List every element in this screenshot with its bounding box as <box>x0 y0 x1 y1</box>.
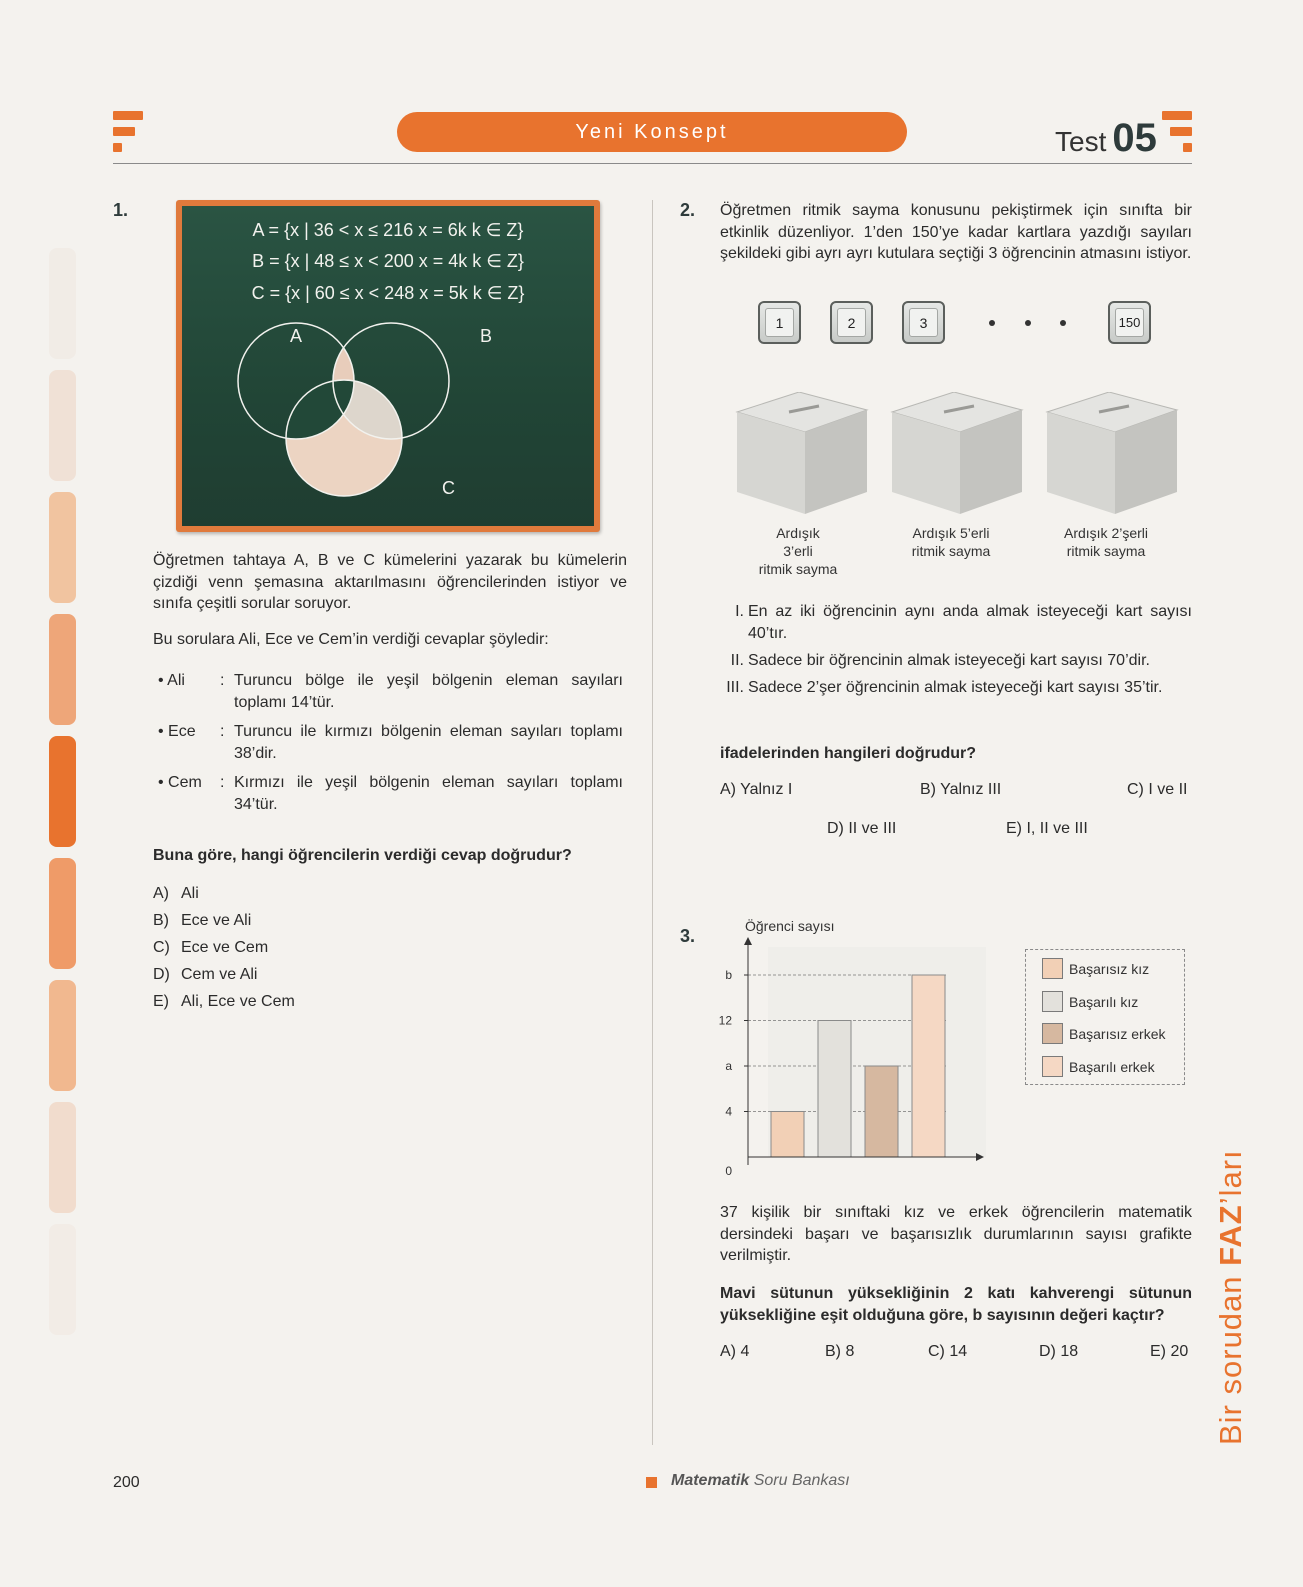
side-tabs <box>49 248 76 1346</box>
q1-option-b[interactable] <box>153 912 251 930</box>
answer-colon: : <box>220 723 225 740</box>
caption-line: 3’erli <box>783 543 813 559</box>
side-tab-4 <box>49 614 76 725</box>
chart-y-tick-label: a <box>725 1059 732 1073</box>
side-tab-3 <box>49 492 76 603</box>
ellipsis-dot <box>1060 320 1066 326</box>
statement-text: Sadece 2’şer öğrencinin almak isteyeceği kart sayısı 35’tir. <box>748 679 1163 696</box>
q1-answer-cem <box>158 772 628 816</box>
book-title-rest: Soru Bankası <box>749 1472 850 1489</box>
q2-option-d[interactable]: D) II ve III <box>827 820 897 837</box>
caption-line: Ardışık 5’erli <box>912 525 990 541</box>
header-rule <box>113 163 1192 164</box>
venn-label-a: A <box>290 326 303 346</box>
side-tab-9 <box>49 1224 76 1335</box>
q2-statement-1 <box>718 601 1196 645</box>
side-tab-7 <box>49 980 76 1091</box>
brand-logo-right <box>1162 111 1192 153</box>
box-caption-3 <box>1046 524 1166 560</box>
legend-swatch <box>1042 958 1063 979</box>
chart-y-tick-label: 0 <box>725 1164 732 1178</box>
caption-line: Ardışık 2’şerli <box>1063 525 1149 541</box>
q2-option-e[interactable]: E) I, II ve III <box>1006 820 1088 837</box>
side-tab-2 <box>49 370 76 481</box>
book-title-bold: Matematik <box>671 1472 750 1489</box>
q3-option-a[interactable]: A) 4 <box>720 1343 750 1360</box>
page-number: 200 <box>113 1474 140 1491</box>
column-divider <box>652 200 653 1445</box>
option-text: Ali <box>181 885 199 902</box>
card-label: 150 <box>1115 308 1144 337</box>
q1-answer-ece <box>158 721 628 765</box>
q3-option-e[interactable]: E) 20 <box>1150 1343 1189 1360</box>
q3-option-b[interactable]: B) 8 <box>825 1343 855 1360</box>
brand-part-2: FAZ <box>1213 1204 1248 1266</box>
caption-line: ritmik sayma <box>911 543 991 559</box>
answer-colon: : <box>220 774 225 791</box>
footer-square-icon <box>646 1477 657 1488</box>
header-pill: Yeni Konsept <box>397 112 907 152</box>
answer-name: • Cem <box>158 774 202 791</box>
statement-text: Sadece bir öğrencinin almak isteyeceği kart sayısı 70’dir. <box>748 652 1150 669</box>
answer-text: Turuncu bölge ile yeşil bölgenin eleman sayıları toplamı 14’tür. <box>234 672 623 711</box>
q1-option-d[interactable] <box>153 966 257 984</box>
option-text: Cem ve Ali <box>181 966 258 983</box>
option-letter: A) <box>153 885 169 902</box>
option-letter: B) <box>153 912 169 929</box>
book-title <box>671 1472 850 1490</box>
legend-swatch <box>1042 1056 1063 1077</box>
legend-item-basarisiz-erkek <box>1042 1023 1165 1044</box>
ballot-boxes <box>730 392 1190 517</box>
statement-numeral: III. <box>726 679 744 696</box>
chart-legend <box>1025 949 1185 1085</box>
number-card-150 <box>1108 301 1151 344</box>
q1-question: Buna göre, hangi öğrencilerin verdiği cevap doğrudur? <box>153 847 572 864</box>
caption-line: ritmik sayma <box>758 561 838 577</box>
q1-lead: Bu sorulara Ali, Ece ve Cem’in verdiği cevaplar şöyledir: <box>153 631 549 648</box>
statement-numeral: II. <box>730 652 744 669</box>
legend-label: Başarısız kız <box>1069 960 1150 977</box>
card-label: 3 <box>909 308 938 337</box>
number-card-2 <box>830 301 873 344</box>
q2-intro: Öğretmen ritmik sayma konusunu pekiştirmek için sınıfta bir etkinlik düzenliyor. 1’den 150’ye kadar kartlara yazdığı sayıları şekildeki gibi ayrı ayrı kutulara seçtiği 3 öğrencinin atmasını istiyor. <box>720 202 1192 262</box>
bar-chart <box>700 915 1000 1180</box>
vertical-brand-slogan <box>1213 1149 1249 1445</box>
chart-bar-1 <box>771 1112 804 1158</box>
brand-part-1: Bir sorudan <box>1213 1265 1248 1445</box>
board-line-a: A = {x | 36 < x ≤ 216 x = 6k k ∈ Z} <box>252 220 524 240</box>
option-letter: E) <box>153 993 169 1010</box>
option-text: Ece ve Cem <box>181 939 269 956</box>
legend-swatch <box>1042 991 1063 1012</box>
legend-swatch <box>1042 1023 1063 1044</box>
test-label <box>1055 116 1157 160</box>
side-tab-1 <box>49 248 76 359</box>
option-letter: C) <box>153 939 170 956</box>
test-number: 05 <box>1112 116 1157 160</box>
answer-text: Kırmızı ile yeşil bölgenin eleman sayıları toplamı 34’tür. <box>234 774 623 813</box>
ballot-box-2 <box>1047 392 1177 514</box>
box-caption-1 <box>738 524 858 578</box>
legend-item-basarili-erkek <box>1042 1056 1155 1077</box>
brand-logo-left <box>113 111 143 153</box>
q1-option-a[interactable] <box>153 885 199 903</box>
venn-label-b: B <box>480 326 493 346</box>
question-3-number: 3. <box>680 926 696 946</box>
ellipsis-dot <box>1025 320 1031 326</box>
q2-statement-3 <box>718 677 1196 721</box>
q3-option-c[interactable]: C) 14 <box>928 1343 968 1360</box>
chart-y-axis-label: Öğrenci sayısı <box>745 918 835 934</box>
q2-question: ifadelerinden hangileri doğrudur? <box>720 745 977 762</box>
board-line-c: C = {x | 60 ≤ x < 248 x = 5k k ∈ Z} <box>251 283 525 303</box>
card-label: 1 <box>765 308 794 337</box>
chart-bar-4 <box>912 975 945 1157</box>
statement-text: En az iki öğrencinin aynı anda almak isteyeceği kart sayısı 40’tır. <box>748 603 1192 642</box>
q1-option-c[interactable] <box>153 939 268 957</box>
answer-name: • Ece <box>158 723 196 740</box>
caption-line: ritmik sayma <box>1066 543 1146 559</box>
chart-y-tick-label: 12 <box>718 1013 732 1028</box>
legend-label: Başarısız erkek <box>1069 1025 1166 1042</box>
ballot-box-5 <box>892 392 1022 514</box>
q2-option-b[interactable]: B) Yalnız III <box>920 781 1002 798</box>
q1-option-e[interactable] <box>153 993 295 1011</box>
question-2-number: 2. <box>680 200 696 220</box>
chart-bar-3 <box>865 1066 898 1157</box>
ballot-box-3 <box>737 392 867 514</box>
q2-statement-2 <box>718 650 1196 672</box>
chart-y-arrow <box>744 937 752 945</box>
chart-y-tick-label: 4 <box>725 1104 732 1119</box>
board-line-b: B = {x | 48 ≤ x < 200 x = 4k k ∈ Z} <box>252 251 524 271</box>
q1-answer-ali <box>158 670 628 714</box>
card-label: 2 <box>837 308 866 337</box>
q1-intro: Öğretmen tahtaya A, B ve C kümelerini yazarak bu kümelerin çizdiği venn şemasına aktarılmasını öğrencilerinden istiyor ve sınıfa çeşitli sorular soruyor. <box>153 552 627 612</box>
legend-label: Başarılı kız <box>1069 993 1139 1010</box>
q3-option-d[interactable]: D) 18 <box>1039 1343 1079 1360</box>
chart-bar-2 <box>818 1021 851 1158</box>
caption-line: Ardışık <box>776 525 820 541</box>
statement-numeral: I. <box>735 603 744 620</box>
option-text: Ali, Ece ve Cem <box>181 993 295 1010</box>
q2-option-c[interactable]: C) I ve II <box>1127 781 1188 798</box>
number-card-3 <box>902 301 945 344</box>
legend-item-basarisiz-kiz <box>1042 958 1149 979</box>
q2-option-a[interactable]: A) Yalnız I <box>720 781 793 798</box>
legend-label: Başarılı erkek <box>1069 1058 1155 1075</box>
chalkboard <box>176 200 600 532</box>
answer-text: Turuncu ile kırmızı bölgenin eleman sayıları toplamı 38’dir. <box>234 723 623 762</box>
brand-part-3: ’ları <box>1213 1149 1248 1205</box>
box-caption-2 <box>891 524 1011 560</box>
answer-name: • Ali <box>158 672 185 689</box>
venn-label-c: C <box>442 478 455 498</box>
q3-intro: 37 kişilik bir sınıftaki kız ve erkek öğrencilerin matematik dersindeki başarı ve başarısızlık durumlarının sayısı grafikte verilmiştir. <box>720 1204 1192 1264</box>
question-1-number: 1. <box>113 200 129 220</box>
side-tab-8 <box>49 1102 76 1213</box>
chalkboard-surface <box>182 206 594 526</box>
venn-diagram <box>182 206 594 526</box>
option-letter: D) <box>153 966 170 983</box>
side-tab-6 <box>49 858 76 969</box>
test-word: Test <box>1055 126 1107 157</box>
option-text: Ece ve Ali <box>181 912 252 929</box>
ellipsis-dot <box>989 320 995 326</box>
answer-colon: : <box>220 672 225 689</box>
number-card-1 <box>758 301 801 344</box>
chart-y-tick-label: b <box>725 968 732 982</box>
side-tab-5 <box>49 736 76 847</box>
legend-item-basarili-kiz <box>1042 991 1138 1012</box>
q3-question: Mavi sütunun yüksekliğinin 2 katı kahverengi sütunun yüksekliğine eşit olduğuna göre, b sayısının değeri kaçtır? <box>720 1285 1192 1324</box>
